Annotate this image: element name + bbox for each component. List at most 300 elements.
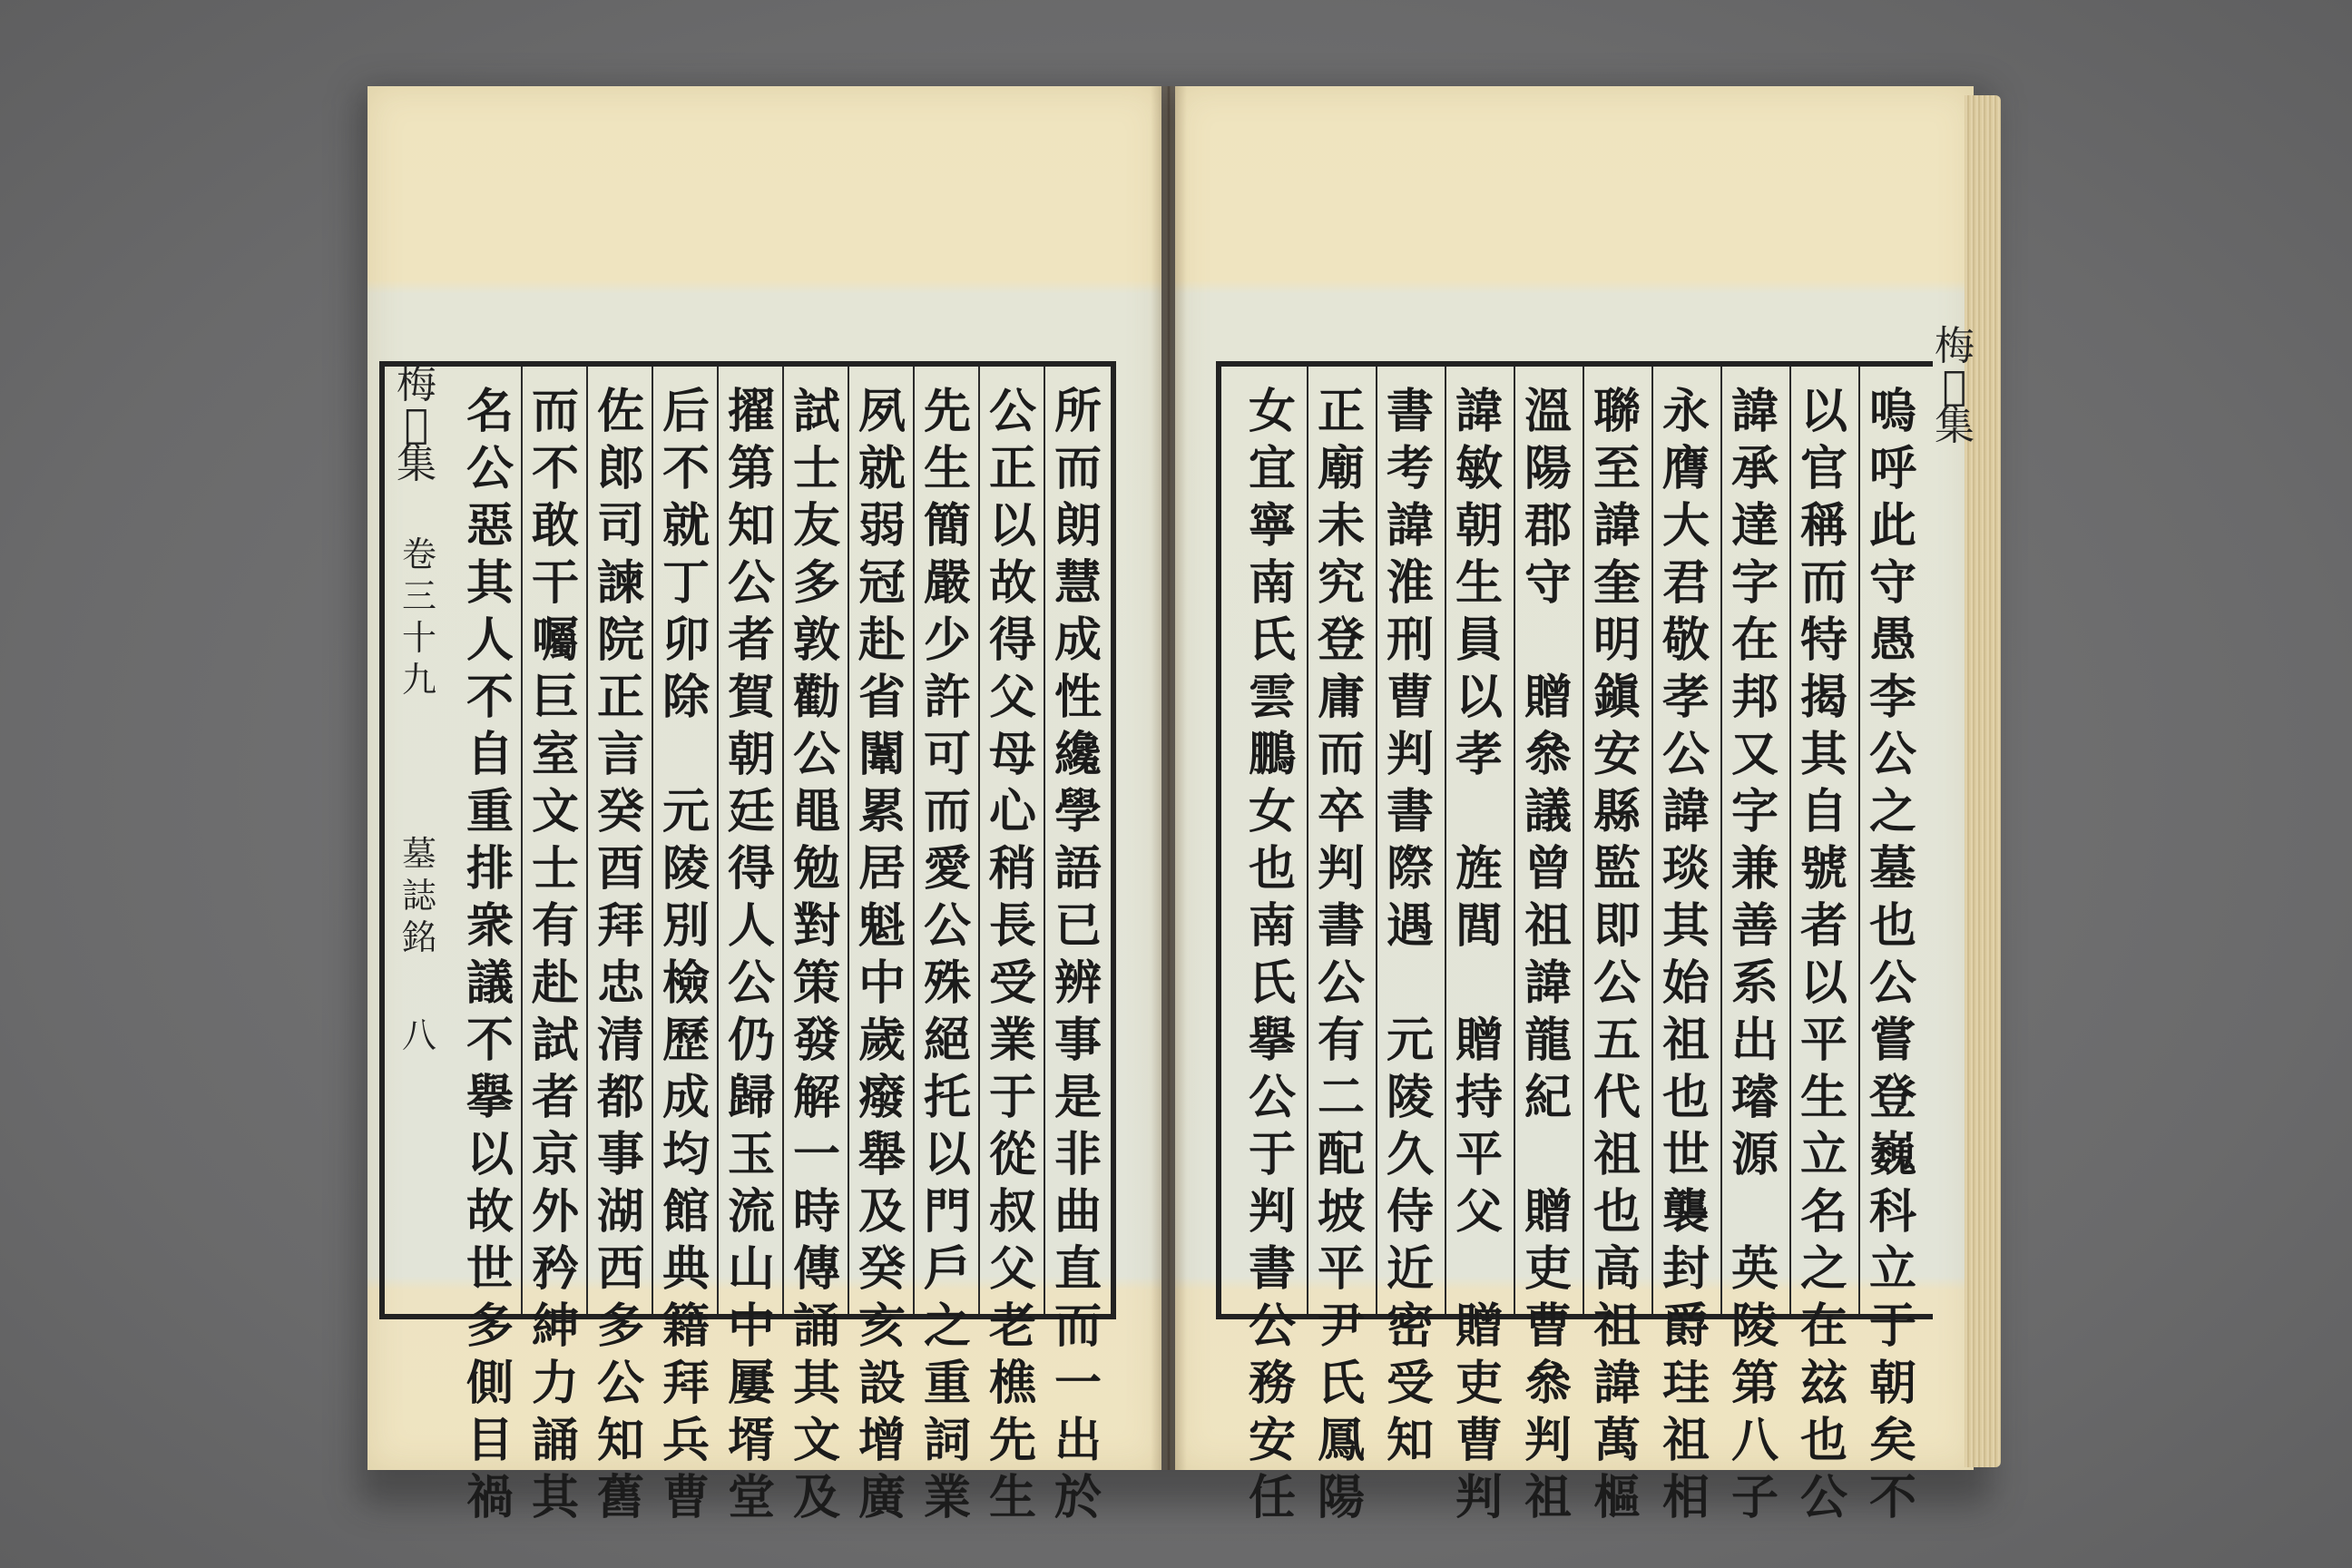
- character: 際: [1386, 841, 1434, 897]
- character: 典: [662, 1241, 710, 1297]
- character: 朝: [727, 727, 775, 782]
- character: 又: [1730, 727, 1779, 782]
- character: 不: [466, 1013, 514, 1068]
- character: 朝: [1868, 1356, 1916, 1411]
- character: 赴: [858, 612, 906, 668]
- character: 兼: [1730, 841, 1779, 897]
- character: 陵: [1386, 1070, 1434, 1125]
- character: 尹: [1317, 1298, 1365, 1354]
- character: 癸: [596, 784, 644, 839]
- character: 傳: [792, 1241, 840, 1297]
- character: 廷: [727, 784, 775, 839]
- character: 已: [1054, 898, 1102, 954]
- character: 除: [662, 670, 710, 725]
- character: 特: [1799, 612, 1847, 668]
- character: 于: [1868, 1298, 1916, 1354]
- left-margin-column: [379, 361, 450, 1319]
- character: 以: [1799, 956, 1847, 1011]
- character: 大: [1661, 498, 1710, 554]
- character: 于: [988, 1070, 1036, 1125]
- character: 立: [1868, 1241, 1916, 1297]
- character: 先: [923, 384, 971, 439]
- character: 后: [662, 384, 710, 439]
- character: 敏: [1455, 441, 1503, 496]
- character: 贈: [1455, 1298, 1503, 1354]
- character: 擢: [727, 384, 775, 439]
- character: 書: [1386, 784, 1434, 839]
- character: 孝: [1455, 727, 1503, 782]
- character: 守: [1524, 555, 1572, 611]
- character: 廟: [1317, 441, 1365, 496]
- character: 聯: [1592, 384, 1641, 439]
- character: 刑: [1386, 612, 1434, 668]
- character: 襲: [1661, 1184, 1710, 1240]
- character: 丁: [662, 555, 710, 611]
- character: 祖: [1661, 1413, 1710, 1468]
- character: 者: [1799, 898, 1847, 954]
- character: 紀: [1524, 1070, 1572, 1125]
- character: 就: [858, 441, 906, 496]
- character: 公: [727, 956, 775, 1011]
- character: 出: [1730, 1013, 1779, 1068]
- character: 其: [1661, 898, 1710, 954]
- character: 元: [662, 784, 710, 839]
- character: 達: [1730, 498, 1779, 554]
- left_page-text-column: [980, 383, 1045, 1526]
- character: 公: [1592, 956, 1641, 1011]
- character: 禍: [466, 1470, 514, 1525]
- character: 惡: [466, 498, 514, 554]
- character: 南: [1248, 555, 1296, 611]
- character: 檢: [662, 956, 710, 1011]
- character: 生: [988, 1470, 1036, 1525]
- character: 守: [1868, 555, 1916, 611]
- character: 務: [1248, 1356, 1296, 1411]
- character: 闈: [858, 727, 906, 782]
- character: [1515, 1126, 1581, 1183]
- character: 平: [1799, 1013, 1847, 1068]
- character: 判: [1386, 727, 1434, 782]
- character: 所: [1054, 384, 1102, 439]
- character: 殊: [923, 956, 971, 1011]
- character: 之: [1868, 784, 1916, 839]
- character: 廣: [858, 1470, 906, 1525]
- character: 曹: [662, 1470, 710, 1525]
- character: 受: [1386, 1356, 1434, 1411]
- character: 坡: [1317, 1184, 1365, 1240]
- character: 性: [1054, 670, 1102, 725]
- character: 自: [1799, 784, 1847, 839]
- character: 父: [1455, 1184, 1503, 1240]
- character: 弱: [858, 498, 906, 554]
- character: 館: [662, 1184, 710, 1240]
- character: 叔: [988, 1184, 1036, 1240]
- character: 重: [923, 1356, 971, 1411]
- character: 監: [1592, 841, 1641, 897]
- character: 許: [923, 670, 971, 725]
- character: 纔: [1054, 727, 1102, 782]
- character: 外: [531, 1184, 579, 1240]
- character: 寧: [1248, 498, 1296, 554]
- character: 而: [1054, 1298, 1102, 1354]
- character: 拜: [662, 1356, 710, 1411]
- right_page-text-column: [1515, 383, 1581, 1526]
- character: 一: [792, 1127, 840, 1182]
- character: 有: [1317, 1013, 1365, 1068]
- character: 赴: [531, 956, 579, 1011]
- right_page-text-column: [1584, 383, 1650, 1526]
- character: 曹: [1386, 670, 1434, 725]
- character: 累: [858, 784, 906, 839]
- character: 業: [988, 1013, 1036, 1068]
- character: 未: [1317, 498, 1365, 554]
- character: 稍: [988, 841, 1036, 897]
- character: 即: [1592, 898, 1641, 954]
- section-label: 墓誌銘: [401, 834, 436, 957]
- character: 諱: [1730, 384, 1779, 439]
- character: 巨: [531, 670, 579, 725]
- character: 酉: [596, 841, 644, 897]
- character: 孝: [1661, 670, 1710, 725]
- character: 名: [466, 384, 514, 439]
- character: 不: [466, 670, 514, 725]
- left_page-text-column: [1045, 383, 1111, 1526]
- character: 詞: [923, 1413, 971, 1468]
- column-rule: [1583, 367, 1584, 1314]
- character: 立: [1799, 1127, 1847, 1182]
- character: 嘗: [1868, 1013, 1916, 1068]
- character: 於: [1054, 1470, 1102, 1525]
- character: 敦: [792, 612, 840, 668]
- character: 少: [923, 612, 971, 668]
- character: 發: [792, 1013, 840, 1068]
- character: 司: [596, 498, 644, 554]
- character: 卒: [1317, 784, 1365, 839]
- character: 誦: [531, 1413, 579, 1468]
- character: 女: [1248, 384, 1296, 439]
- left_page-text-column: [719, 383, 784, 1526]
- character: 舉: [858, 1127, 906, 1182]
- character: 第: [727, 441, 775, 496]
- character: 簡: [923, 498, 971, 554]
- character: 鎭: [1592, 670, 1641, 725]
- character: 以: [466, 1127, 514, 1182]
- character: 母: [988, 727, 1036, 782]
- character: 及: [858, 1184, 906, 1240]
- character: 嚴: [923, 555, 971, 611]
- character: 老: [988, 1298, 1036, 1354]
- character: 多: [466, 1298, 514, 1354]
- character: 女: [1248, 784, 1296, 839]
- character: 從: [988, 1127, 1036, 1182]
- character: 院: [596, 612, 644, 668]
- character: 八: [1730, 1413, 1779, 1468]
- character: 至: [1592, 441, 1641, 496]
- character: 在: [1799, 1298, 1847, 1354]
- character: 議: [466, 956, 514, 1011]
- character: 都: [596, 1070, 644, 1125]
- character: 公: [923, 898, 971, 954]
- volume-label: 卷三十九: [401, 534, 436, 700]
- character: 議: [1524, 784, 1572, 839]
- character: 珪: [1661, 1356, 1710, 1411]
- character: 者: [727, 612, 775, 668]
- character: 叅: [1524, 1356, 1572, 1411]
- right-text-frame: [1216, 361, 1933, 1525]
- character: 也: [1592, 1184, 1641, 1240]
- character: 解: [792, 1070, 840, 1125]
- character: 試: [792, 384, 840, 439]
- character: 公: [1868, 727, 1916, 782]
- character: 公: [1248, 1070, 1296, 1125]
- character: 氏: [1317, 1356, 1365, 1411]
- character: 公: [792, 727, 840, 782]
- character: 成: [662, 1070, 710, 1125]
- character: 長: [988, 898, 1036, 954]
- character: 近: [1386, 1241, 1434, 1297]
- character: 西: [596, 1241, 644, 1297]
- character: 中: [727, 1298, 775, 1354]
- column-rule: [1858, 367, 1860, 1314]
- character: 語: [1054, 841, 1102, 897]
- right_page-text-column: [1308, 383, 1374, 1526]
- character: 呼: [1868, 441, 1916, 496]
- character: 第: [1730, 1356, 1779, 1411]
- character: 號: [1799, 841, 1847, 897]
- character: 諱: [1592, 1356, 1641, 1411]
- character: 者: [531, 1070, 579, 1125]
- character: 籍: [662, 1298, 710, 1354]
- character: 高: [1592, 1241, 1641, 1297]
- character: 君: [1661, 555, 1710, 611]
- character: 自: [466, 727, 514, 782]
- character: 郎: [596, 441, 644, 496]
- character: 之: [1799, 1241, 1847, 1297]
- character: 公: [1661, 727, 1710, 782]
- character: 鳳: [1317, 1413, 1365, 1468]
- character: 試: [531, 1013, 579, 1068]
- character: 生: [1799, 1070, 1847, 1125]
- character: 紳: [531, 1298, 579, 1354]
- left_page-text-column: [588, 383, 653, 1526]
- character: 公: [1799, 1470, 1847, 1525]
- character: 璿: [1730, 1070, 1779, 1125]
- character: 愛: [923, 841, 971, 897]
- character: 囑: [531, 612, 579, 668]
- character: 正: [596, 670, 644, 725]
- character: 判: [1524, 1413, 1572, 1468]
- character: 流: [727, 1184, 775, 1240]
- character: 封: [1661, 1241, 1710, 1297]
- character: 忠: [596, 956, 644, 1011]
- character: 奎: [1592, 555, 1641, 611]
- character: 故: [466, 1184, 514, 1240]
- character: 員: [1455, 612, 1503, 668]
- character: 對: [792, 898, 840, 954]
- character: 矜: [531, 1241, 579, 1297]
- character: 陵: [1730, 1298, 1779, 1354]
- character: 亥: [858, 1298, 906, 1354]
- column-rule: [1651, 367, 1653, 1314]
- character: 生: [923, 441, 971, 496]
- character: 門: [923, 1184, 971, 1240]
- character: 而: [923, 784, 971, 839]
- character: 明: [1592, 612, 1641, 668]
- character: 得: [727, 841, 775, 897]
- character: 琰: [1661, 841, 1710, 897]
- column-rule: [1514, 367, 1515, 1314]
- character: 公: [1248, 1298, 1296, 1354]
- character: 而: [531, 384, 579, 439]
- character: 成: [1054, 612, 1102, 668]
- character: 戶: [923, 1241, 971, 1297]
- character: 有: [531, 898, 579, 954]
- character: 京: [531, 1127, 579, 1182]
- character: 平: [1455, 1127, 1503, 1182]
- character: 勉: [792, 841, 840, 897]
- left_page-text-column: [523, 383, 588, 1526]
- character: [1446, 955, 1512, 1012]
- character: 以: [1799, 384, 1847, 439]
- character: 歸: [727, 1070, 775, 1125]
- character: 之: [923, 1298, 971, 1354]
- character: 朗: [1054, 498, 1102, 554]
- character: 名: [1799, 1184, 1847, 1240]
- character: 人: [727, 898, 775, 954]
- character: 也: [1868, 898, 1916, 954]
- character: 是: [1054, 1070, 1102, 1125]
- character: 縣: [1592, 784, 1641, 839]
- character: 侍: [1386, 1184, 1434, 1240]
- character: 可: [923, 727, 971, 782]
- character: 屢: [727, 1356, 775, 1411]
- character: 以: [923, 1127, 971, 1182]
- character: 善: [1730, 898, 1779, 954]
- character: 誦: [792, 1298, 840, 1354]
- character: 雲: [1248, 670, 1296, 725]
- character: 策: [792, 956, 840, 1011]
- character: 夙: [858, 384, 906, 439]
- character: 設: [858, 1356, 906, 1411]
- character: 干: [531, 555, 579, 611]
- character: 正: [988, 441, 1036, 496]
- character: 贈: [1524, 670, 1572, 725]
- right_page-text-column: [1446, 383, 1512, 1526]
- character: 魁: [858, 898, 906, 954]
- character: 歷: [662, 1013, 710, 1068]
- character: 山: [727, 1241, 775, 1297]
- character: 子: [1730, 1470, 1779, 1525]
- character: 氏: [1248, 956, 1296, 1011]
- character: 曲: [1054, 1184, 1102, 1240]
- character: 吏: [1524, 1241, 1572, 1297]
- character: 邦: [1730, 670, 1779, 725]
- character: 祖: [1524, 1470, 1572, 1525]
- character: 相: [1661, 1470, 1710, 1525]
- page-number: 八: [401, 1015, 436, 1055]
- character: 父: [988, 1241, 1036, 1297]
- character: 排: [466, 841, 514, 897]
- character: 心: [988, 784, 1036, 839]
- character: 諱: [1592, 498, 1641, 554]
- character: 溫: [1524, 384, 1572, 439]
- character: 郡: [1524, 498, 1572, 554]
- character: 勸: [792, 670, 840, 725]
- character: 托: [923, 1070, 971, 1125]
- character: 巍: [1868, 1127, 1916, 1182]
- character: 也: [1248, 841, 1296, 897]
- character: 墓: [1868, 841, 1916, 897]
- column-rule: [1376, 367, 1377, 1314]
- character: 龍: [1524, 1013, 1572, 1068]
- right-margin-column: [1928, 323, 1981, 1325]
- character: 判: [1455, 1470, 1503, 1525]
- character: 南: [1248, 898, 1296, 954]
- character: 士: [531, 841, 579, 897]
- character: 直: [1054, 1241, 1102, 1297]
- character: 遇: [1386, 898, 1434, 954]
- character: 事: [596, 1127, 644, 1182]
- character: 書: [1317, 898, 1365, 954]
- character: 湖: [596, 1184, 644, 1240]
- character: 不: [1868, 1470, 1916, 1525]
- character: 贈: [1455, 1013, 1503, 1068]
- character: 也: [1799, 1413, 1847, 1468]
- character: 公: [1868, 956, 1916, 1011]
- character: 閭: [1455, 898, 1503, 954]
- character: 辨: [1054, 956, 1102, 1011]
- character: 鵬: [1248, 727, 1296, 782]
- left_page-text-column: [784, 383, 849, 1526]
- character: 爵: [1661, 1298, 1710, 1354]
- character: 朝: [1455, 498, 1503, 554]
- character: 生: [1455, 555, 1503, 611]
- left_page-text-column: [915, 383, 980, 1526]
- character: 世: [1661, 1127, 1710, 1182]
- book-gutter: [1151, 86, 1187, 1470]
- character: 玉: [727, 1127, 775, 1182]
- left_page-text-column: [849, 383, 915, 1526]
- character: 而: [1799, 555, 1847, 611]
- character: 叅: [1524, 727, 1572, 782]
- character: 人: [466, 612, 514, 668]
- character: 其: [466, 555, 514, 611]
- character: 敬: [1661, 612, 1710, 668]
- character: 代: [1592, 1070, 1641, 1125]
- character: 科: [1868, 1184, 1916, 1240]
- character: 于: [1248, 1127, 1296, 1182]
- character: 承: [1730, 441, 1779, 496]
- character: 任: [1248, 1470, 1296, 1525]
- character: 其: [1799, 727, 1847, 782]
- character: 舊: [596, 1470, 644, 1525]
- character: [1722, 1183, 1788, 1240]
- character: 其: [531, 1470, 579, 1525]
- character: 密: [1386, 1298, 1434, 1354]
- character: 平: [1317, 1241, 1365, 1297]
- character: [1377, 955, 1443, 1012]
- character: 堂: [727, 1470, 775, 1525]
- character: 非: [1054, 1127, 1102, 1182]
- character: 祖: [1592, 1127, 1641, 1182]
- character: 擧: [1248, 1013, 1296, 1068]
- character: 諱: [1524, 956, 1572, 1011]
- character: 均: [662, 1127, 710, 1182]
- character: 揭: [1799, 670, 1847, 725]
- character: 考: [1386, 441, 1434, 496]
- right_page-text-column: [1240, 383, 1305, 1526]
- character: 登: [1868, 1070, 1916, 1125]
